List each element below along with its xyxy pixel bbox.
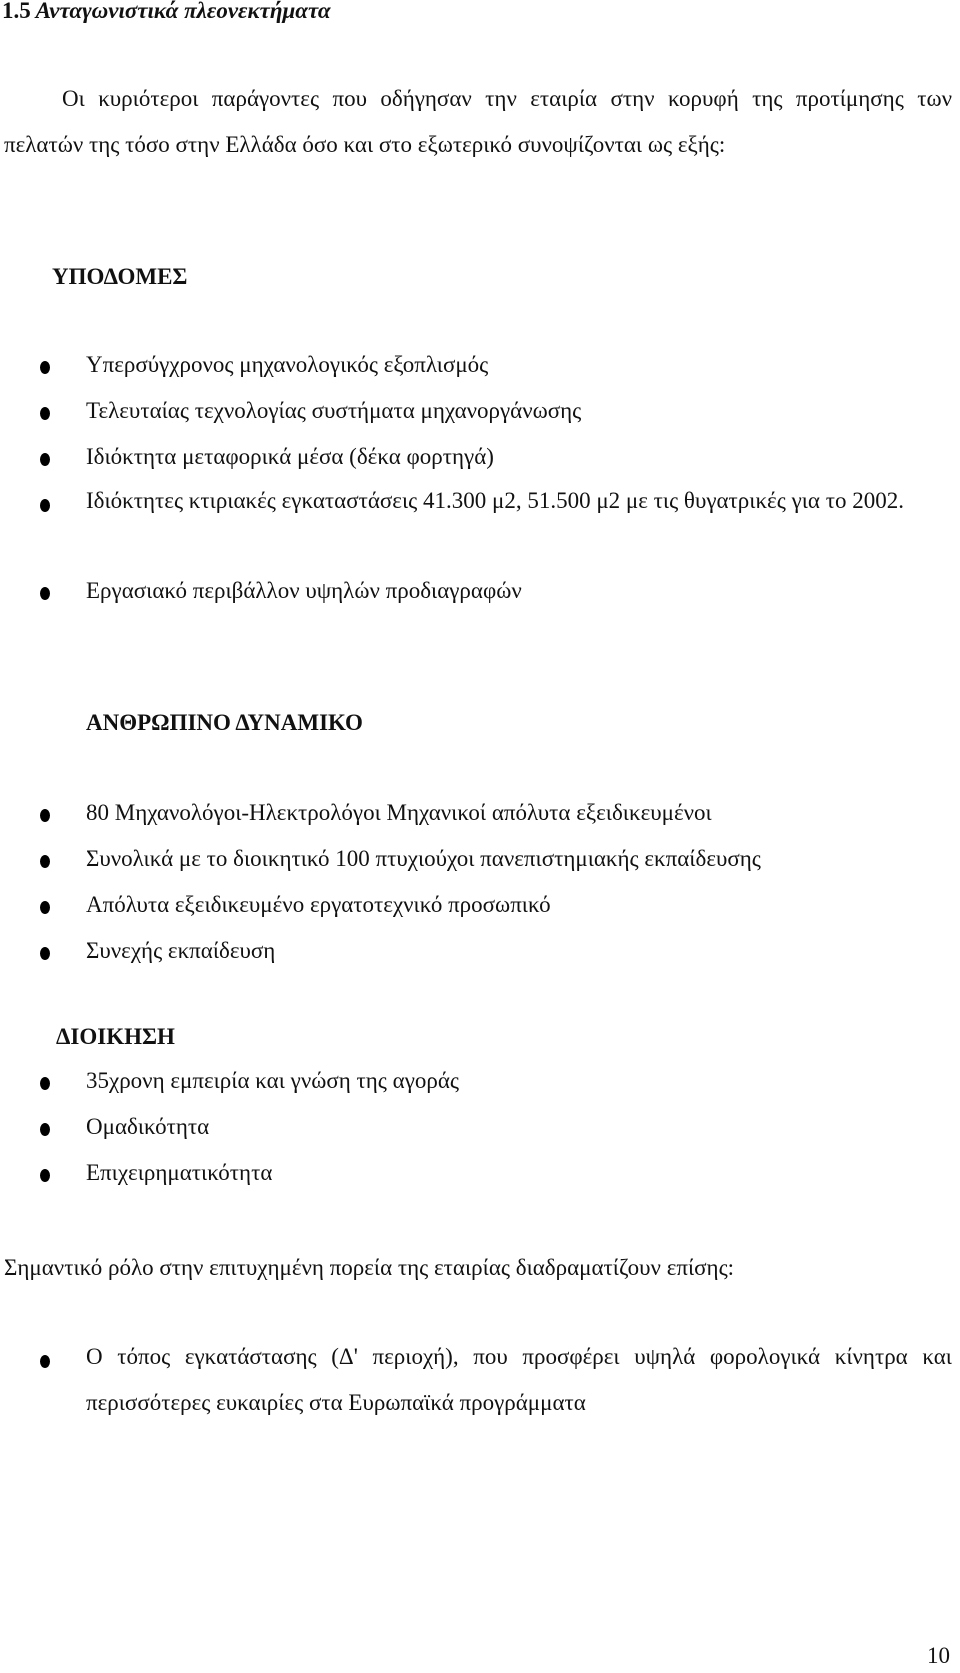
list-item-text: 35χρονη εμπειρία και γνώση της αγοράς — [86, 1068, 460, 1093]
list-item-text: Ιδιόκτητα μεταφορικά μέσα (δέκα φορτηγά) — [86, 444, 494, 469]
management-title: ΔΙΟΙΚΗΣΗ — [56, 1024, 175, 1049]
list-item-text: Ο τόπος εγκατάστασης (Δ' περιοχή), που προσφέρει υψηλά φορολογικά κίνητρα και περισσότερες ευκαιρίες στα Ευρωπαϊκά προγράμματα — [86, 1344, 952, 1415]
intro-paragraph — [4, 76, 952, 168]
list-item-text: Τελευταίας τεχνολογίας συστήματα μηχανοργάνωσης — [86, 398, 582, 423]
list-item-text: Υπερσύγχρονος μηχανολογικός εξοπλισμός — [86, 352, 489, 377]
bullet-icon — [40, 453, 50, 466]
infrastructure-title: ΥΠΟΔΟΜΕΣ — [52, 264, 188, 289]
bullet-icon — [40, 407, 50, 420]
list-item-text: 80 Μηχανολόγοι-Ηλεκτρολόγοι Μηχανικοί απόλυτα εξειδικευμένοι — [86, 800, 712, 825]
list-item-text: Ιδιόκτητες κτιριακές εγκαταστάσεις 41.300 μ2, 51.500 μ2 με τις θυγατρικές για το 2002. — [86, 488, 904, 513]
bullet-icon — [40, 1355, 50, 1368]
bullet-icon — [40, 1077, 50, 1090]
bullet-icon — [40, 947, 50, 960]
list-item-text: Απόλυτα εξειδικευμένο εργατοτεχνικό προσωπικό — [86, 892, 551, 917]
bullet-icon — [40, 1123, 50, 1136]
section-heading — [2, 0, 331, 24]
bullet-icon — [40, 499, 50, 512]
closing-paragraph: Σημαντικό ρόλο στην επιτυχημένη πορεία της εταιρίας διαδραματίζουν επίσης: — [4, 1255, 735, 1280]
list-item-text: Συνολικά με το διοικητικό 100 πτυχιούχοι πανεπιστημιακής εκπαίδευσης — [86, 846, 761, 871]
list-item-text: Συνεχής εκπαίδευση — [86, 938, 276, 963]
list-item-text: Εργασιακό περιβάλλον υψηλών προδιαγραφών — [86, 578, 522, 603]
page-number: 10 — [927, 1643, 950, 1668]
bullet-icon — [40, 587, 50, 600]
bullet-icon — [40, 1169, 50, 1182]
bullet-icon — [40, 809, 50, 822]
bullet-icon — [40, 901, 50, 914]
list-item-text: Ομαδικότητα — [86, 1114, 210, 1139]
section-number: 1.5 — [2, 0, 31, 23]
intro-text: Οι κυριότεροι παράγοντες που οδήγησαν την εταιρία στην κορυφή της προτίμησης των πελατών της τόσο στην Ελλάδα όσο και στο εξωτερικό συνοψίζονται ως εξής: — [4, 86, 952, 157]
bullet-icon — [40, 361, 50, 374]
human-resources-title: ΑΝΘΡΩΠΙΝΟ ΔΥΝΑΜΙΚΟ — [86, 710, 363, 735]
bullet-icon — [40, 855, 50, 868]
section-title: Ανταγωνιστικά πλεονεκτήματα — [35, 0, 331, 23]
list-item-text: Επιχειρηματικότητα — [86, 1160, 273, 1185]
